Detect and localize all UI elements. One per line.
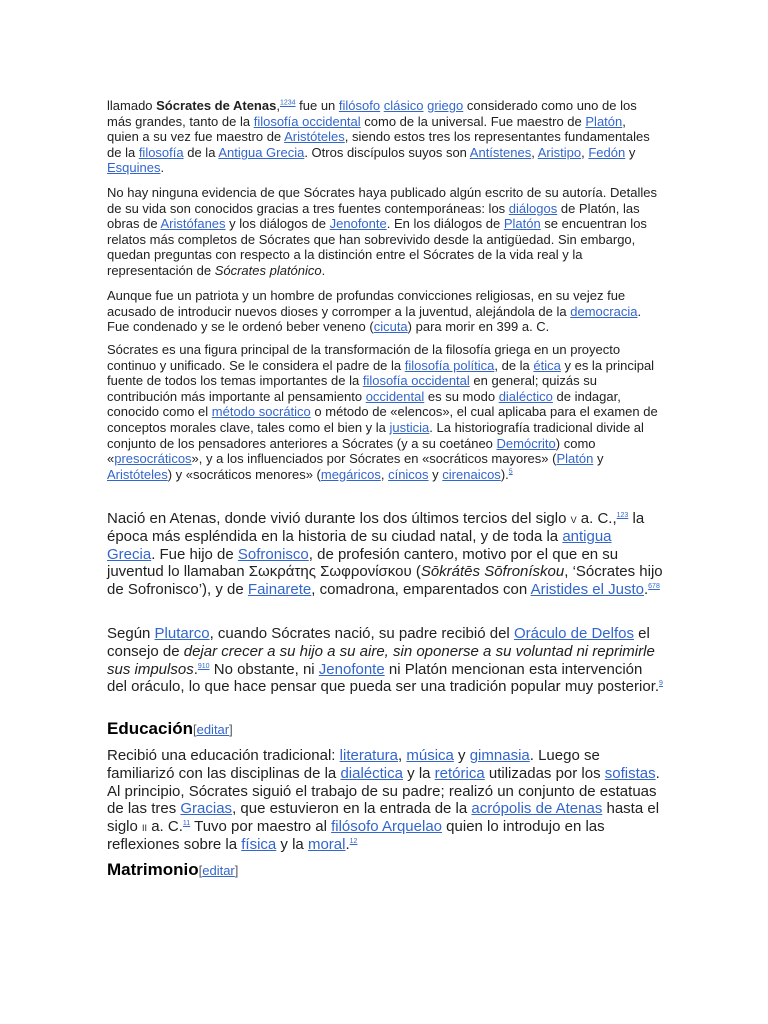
link-dialogos[interactable]: diálogos	[508, 200, 558, 216]
link-democrito[interactable]: Demócrito	[496, 435, 556, 451]
link-megaricos[interactable]: megáricos	[320, 466, 381, 482]
text: fue un	[295, 98, 339, 113]
roman-numeral: v	[570, 511, 577, 526]
text: y los diálogos de	[225, 216, 330, 232]
text: No obstante, ni	[209, 660, 319, 678]
italic-text: Sōkrátēs Sōfronískou	[420, 563, 565, 581]
text: .	[160, 160, 165, 176]
link-aristoteles[interactable]: Aristóteles	[284, 129, 345, 145]
reference-sup[interactable]	[350, 838, 358, 845]
text: , de la	[494, 357, 534, 373]
link-cirenaicos[interactable]: cirenaicos	[442, 466, 501, 482]
reference-link[interactable]: 1234	[279, 99, 296, 107]
text: , ‘Sócrates hijo de Sofronisco’), y de	[107, 563, 663, 599]
link-jenofonte[interactable]: Jenofonte	[318, 660, 385, 678]
text: a. C.,	[576, 510, 617, 527]
reference-link[interactable]: 9	[659, 680, 663, 688]
paragraph-sources	[107, 185, 659, 279]
link-fainarete[interactable]: Fainarete	[247, 581, 312, 599]
paragraph-intro	[107, 98, 659, 176]
reference-link[interactable]: 5	[508, 468, 513, 476]
text: , quien a su vez fue maestro de	[107, 113, 626, 145]
text: Según	[107, 625, 155, 642]
link-gracias[interactable]: Gracias	[180, 800, 233, 818]
text: . En los diálogos de	[386, 216, 504, 232]
link-aristipo[interactable]: Aristipo	[537, 144, 582, 160]
text: Tuvo por maestro al	[190, 818, 332, 836]
paragraph-birth	[107, 510, 663, 599]
text: , comadrona, emparentados con	[311, 581, 531, 599]
text: y	[453, 747, 470, 764]
reference-link[interactable]: 12	[349, 837, 358, 845]
link-gimnasia[interactable]: gimnasia	[469, 747, 530, 764]
link-clasico[interactable]: clásico	[383, 98, 424, 113]
text: y la	[402, 764, 435, 782]
text: ,	[581, 144, 589, 160]
link-filosofia-politica[interactable]: filosofía política	[404, 357, 495, 373]
reference-sup[interactable]	[198, 663, 210, 670]
link-dialectica[interactable]: dialéctica	[340, 764, 403, 782]
text: y	[625, 144, 636, 160]
link-moral[interactable]: moral	[307, 835, 346, 853]
link-justicia[interactable]: justicia	[389, 419, 430, 435]
reference-sup[interactable]	[280, 100, 296, 107]
link-aristofanes[interactable]: Aristófanes	[160, 216, 226, 232]
text: ) para morir en 399 a. C.	[407, 319, 550, 335]
text: utilizadas por los	[484, 764, 605, 782]
bracket: ]	[229, 722, 233, 737]
text: ,	[531, 144, 538, 160]
section-heading-educacion	[107, 719, 233, 739]
paragraph-trial	[107, 288, 659, 335]
text: . Luego se familiarizó con las disciplinas de la	[107, 747, 600, 782]
text: . La historiografía tradicional divide al conjunto de los pensadores anteriores a Sócrates (y a su coetáneo	[107, 419, 644, 451]
link-platon[interactable]: Platón	[585, 113, 623, 129]
link-antigua-grecia[interactable]: Antigua Grecia	[218, 144, 305, 160]
paragraph-education	[107, 747, 663, 854]
reference-sup[interactable]	[509, 468, 513, 475]
text: ,	[276, 98, 280, 113]
text: », y a los influenciados por Sócrates en «socráticos mayores» (	[191, 451, 557, 467]
text: . Otros discípulos suyos son	[304, 144, 470, 160]
text: y es la principal fuente de todos los temas importantes de la	[107, 357, 655, 389]
italic-text: Sócrates platónico	[214, 262, 322, 278]
text: de la	[183, 144, 219, 160]
bracket: [	[198, 863, 203, 878]
text: se encuentran los relatos más completos de Sócrates que han sobrevivido desde la antigüedad. Sin embargo, quedan preguntas con respecto a la distinción entre el Sócrates de la vida real y la representación de	[107, 216, 647, 278]
text: . Fue condenado y se le ordenó beber veneno (	[107, 303, 642, 335]
reference-sup[interactable]	[617, 512, 629, 519]
text: .	[345, 835, 350, 853]
link-cinicos[interactable]: cínicos	[388, 466, 429, 482]
section-heading-matrimonio	[107, 860, 238, 880]
edit-link[interactable]: editar	[196, 722, 230, 737]
text: el consejo de	[107, 625, 650, 660]
italic-text: dejar crecer a su hijo a su aire, sin oponerse a su voluntad ni reprimirle sus impulsos	[107, 642, 655, 678]
text: , cuando Sócrates nació, su padre recibió del	[209, 625, 514, 642]
text: ni Platón mencionan esta intervención del oráculo, lo que hace pensar que pueda ser una tradición popular muy posterior.	[107, 660, 660, 696]
bracket: ]	[234, 863, 239, 878]
link-jenofonte[interactable]: Jenofonte	[329, 216, 387, 232]
link-occidental[interactable]: occidental	[365, 388, 425, 404]
link-platon[interactable]: Platón	[556, 451, 594, 467]
link-filosofia-occidental[interactable]: filosofía occidental	[362, 373, 470, 389]
text: .	[193, 660, 198, 678]
link-aristoteles[interactable]: Aristóteles	[107, 466, 168, 482]
edit-link[interactable]: editar	[202, 863, 235, 878]
link-democracia[interactable]: democracia	[570, 303, 638, 319]
link-retorica[interactable]: retórica	[434, 764, 485, 782]
text: .	[321, 262, 326, 278]
text: o método de «elencos», el cual aplicaba para el examen de conceptos morales clave, tales como el bien y la	[107, 404, 658, 435]
reference-link[interactable]: 910	[197, 662, 210, 670]
link-antistenes[interactable]: Antístenes	[469, 144, 532, 160]
text: a. C.	[147, 818, 183, 836]
link-literatura[interactable]: literatura	[339, 747, 399, 764]
text: como de la universal. Fue maestro de	[360, 113, 586, 129]
text: Recibió una educación tradicional:	[107, 747, 340, 764]
link-griego[interactable]: griego	[427, 98, 464, 113]
text: en general; quizás su contribución más importante al pensamiento	[107, 373, 597, 404]
text: y	[428, 466, 443, 482]
link-plutarco[interactable]: Plutarco	[154, 625, 210, 642]
text: hasta el siglo	[107, 800, 660, 836]
text: Aunque fue un patriota y un hombre de profundas convicciones religiosas, en su vejez fue acusado de introducir nuevos dioses y corromper a la juventud, alejándola de la	[107, 288, 626, 319]
text: .	[643, 581, 649, 599]
paragraph-influence	[107, 342, 659, 482]
text: y	[593, 451, 604, 467]
text: ,	[380, 466, 389, 482]
subject-name-bold: Sócrates de Atenas	[156, 98, 277, 113]
reference-link[interactable]: 123	[616, 512, 629, 519]
link-fisica[interactable]: física	[241, 835, 277, 853]
text: considerado como uno de los más grandes, tanto de la	[107, 98, 637, 129]
link-presocraticos[interactable]: presocráticos	[114, 451, 192, 467]
text: ) como «	[107, 435, 596, 467]
link-aristides-el-justo[interactable]: Aristides el Justo	[530, 581, 644, 599]
text: quien lo introdujo en las reflexiones sobre la	[107, 818, 605, 853]
text: ,	[398, 747, 407, 764]
edit-section	[199, 863, 239, 878]
link-fedon[interactable]: Fedón	[588, 144, 626, 160]
link-sofistas[interactable]: sofistas	[604, 764, 656, 782]
paragraph-oracle	[107, 625, 663, 696]
edit-section	[193, 722, 233, 737]
text: , que estuvieron en la entrada de la	[232, 800, 472, 818]
link-filosofo-arquelao[interactable]: filósofo Arquelao	[331, 818, 443, 836]
reference-sup[interactable]	[648, 583, 660, 590]
link-musica[interactable]: música	[406, 747, 454, 764]
link-filosofia[interactable]: filosofía	[138, 144, 184, 160]
link-sofronisco[interactable]: Sofronisco	[237, 545, 309, 563]
heading-title: Matrimonio	[107, 860, 199, 879]
link-antigua-grecia[interactable]: antigua Grecia	[107, 527, 612, 563]
text: de indagar, conocido como el	[107, 388, 621, 420]
text: llamado	[107, 98, 157, 113]
link-etica[interactable]: ética	[533, 357, 561, 373]
reference-link[interactable]: 678	[648, 583, 660, 591]
roman-numeral: ii	[142, 819, 148, 835]
text: , de profesión cantero, motivo por el que en su juventud lo llamaban Σωκράτης Σωφρονίσκου (	[107, 545, 619, 581]
link-filosofo[interactable]: filósofo	[338, 98, 381, 113]
link-acropolis-de-atenas[interactable]: acrópolis de Atenas	[471, 800, 603, 818]
link-metodo-socratico[interactable]: método socrático	[211, 404, 311, 420]
text: ).	[500, 466, 509, 482]
text: Nació en Atenas, donde vivió durante los dos últimos tercios del siglo	[107, 510, 571, 527]
text: de Platón, las obras de	[107, 200, 640, 232]
heading-title: Educación	[107, 719, 193, 738]
text: la época más espléndida en la historia de su ciudad natal, y de toda la	[107, 510, 645, 545]
text: , siendo estos tres los representantes fundamentales de la	[107, 129, 650, 160]
reference-link[interactable]: 11	[182, 820, 191, 828]
text: No hay ninguna evidencia de que Sócrates haya publicado algún escrito de su autoría. Detalles de su vida son conocidos gracias a tres fuentes contemporáneas: los	[107, 185, 657, 216]
link-platon[interactable]: Platón	[503, 216, 541, 232]
link-esquines[interactable]: Esquines	[107, 160, 161, 176]
link-cicuta[interactable]: cicuta	[373, 319, 408, 335]
reference-sup[interactable]	[659, 680, 663, 687]
link-filosofia-occidental[interactable]: filosofía occidental	[253, 113, 361, 129]
text: Sócrates es una figura principal de la transformación de la filosofía griega en un proyecto continuo y unificado. Se le considera el padre de la	[107, 342, 621, 373]
text: es su modo	[424, 388, 499, 404]
text: ) y «socráticos menores» (	[167, 466, 321, 482]
text: . Fue hijo de	[151, 545, 238, 563]
text: . Al principio, Sócrates siguió el trabajo de su padre; realizó un conjunto de estatuas de las tres	[107, 764, 660, 818]
link-oraculo-de-delfos[interactable]: Oráculo de Delfos	[513, 625, 634, 642]
bracket: [	[192, 722, 197, 737]
text: y la	[276, 835, 308, 853]
link-dialectico[interactable]: dialéctico	[498, 388, 553, 404]
